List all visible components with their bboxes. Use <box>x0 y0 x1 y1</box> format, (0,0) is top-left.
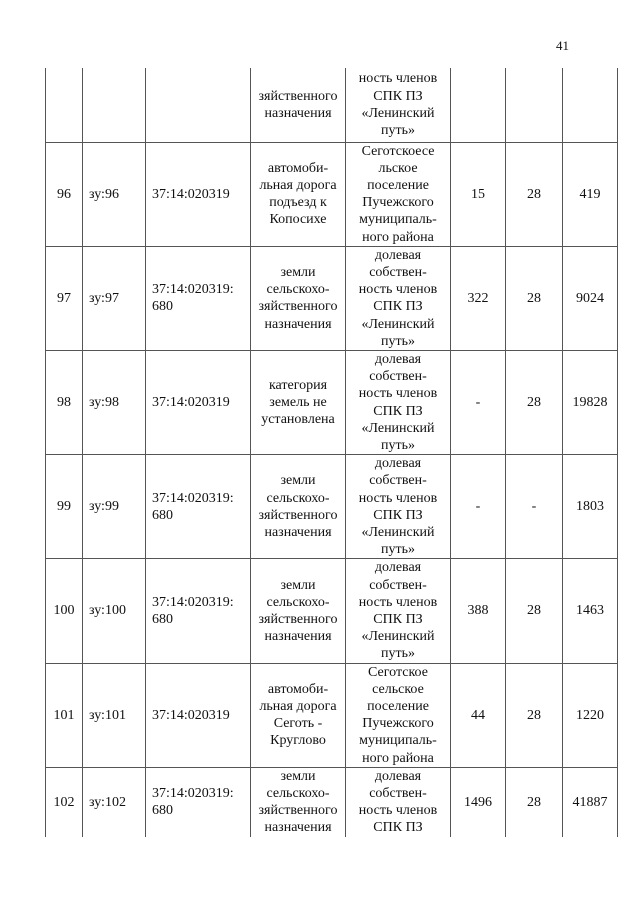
row-number-cell: 97 <box>46 246 83 350</box>
row-number-cell: 101 <box>46 663 83 767</box>
table-row <box>46 455 618 559</box>
value-a-cell: 1496 <box>451 767 506 836</box>
row-number-cell <box>46 68 83 142</box>
value-a-cell: 388 <box>451 559 506 663</box>
table-row <box>46 663 618 767</box>
owner-cell: долевая собствен- ность членов СПК ПЗ «Ленинский путь» <box>346 559 451 663</box>
value-c-cell: 1803 <box>563 455 618 559</box>
land-category-cell: земли сельскохо- зяйственного назначения <box>251 767 346 836</box>
value-b-cell: 28 <box>506 246 563 350</box>
land-category-cell: категория земель не установлена <box>251 350 346 454</box>
owner-cell: долевая собствен- ность членов СПК ПЗ «Ленинский путь» <box>346 246 451 350</box>
cadastral-number-cell: 37:14:020319 <box>146 663 251 767</box>
land-category-cell: автомоби- льная дорога Сеготь - Круглово <box>251 663 346 767</box>
land-plots-table <box>45 68 618 837</box>
value-a-cell: - <box>451 350 506 454</box>
land-category-cell: земли сельскохо- зяйственного назначения <box>251 559 346 663</box>
value-a-cell: - <box>451 455 506 559</box>
cadastral-number-cell: 37:14:020319 <box>146 142 251 246</box>
value-c-cell: 1463 <box>563 559 618 663</box>
plot-id-cell: зу:100 <box>83 559 146 663</box>
row-number-cell: 99 <box>46 455 83 559</box>
value-c-cell: 419 <box>563 142 618 246</box>
plot-id-cell <box>83 68 146 142</box>
table-row <box>46 350 618 454</box>
land-category-cell: автомоби- льная дорога подъезд к Копосихе <box>251 142 346 246</box>
cadastral-number-cell: 37:14:020319 <box>146 350 251 454</box>
owner-cell: долевая собствен- ность членов СПК ПЗ «Ленинский путь» <box>346 455 451 559</box>
value-b-cell: - <box>506 455 563 559</box>
plot-id-cell: зу:101 <box>83 663 146 767</box>
value-b-cell: 28 <box>506 350 563 454</box>
plot-id-cell: зу:98 <box>83 350 146 454</box>
row-number-cell: 98 <box>46 350 83 454</box>
owner-cell: долевая собствен- ность членов СПК ПЗ <box>346 767 451 836</box>
row-number-cell: 102 <box>46 767 83 836</box>
value-b-cell: 28 <box>506 559 563 663</box>
value-a-cell: 44 <box>451 663 506 767</box>
owner-cell: долевая собствен- ность членов СПК ПЗ «Ленинский путь» <box>346 350 451 454</box>
value-c-cell <box>563 68 618 142</box>
page-number: 41 <box>556 38 569 53</box>
value-a-cell: 322 <box>451 246 506 350</box>
value-b-cell: 28 <box>506 767 563 836</box>
table-row <box>46 559 618 663</box>
land-category-cell: зяйственного назначения <box>251 68 346 142</box>
value-b-cell <box>506 68 563 142</box>
value-c-cell: 1220 <box>563 663 618 767</box>
table-row <box>46 68 618 142</box>
cadastral-number-cell: 37:14:020319: 680 <box>146 767 251 836</box>
value-a-cell <box>451 68 506 142</box>
owner-cell: ность членов СПК ПЗ «Ленинский путь» <box>346 68 451 142</box>
plot-id-cell: зу:102 <box>83 767 146 836</box>
table-row <box>46 142 618 246</box>
row-number-cell: 100 <box>46 559 83 663</box>
owner-cell: Сеготское сельское поселение Пучежского муниципаль- ного района <box>346 663 451 767</box>
value-c-cell: 9024 <box>563 246 618 350</box>
plot-id-cell: зу:97 <box>83 246 146 350</box>
plot-id-cell: зу:99 <box>83 455 146 559</box>
cadastral-number-cell <box>146 68 251 142</box>
cadastral-number-cell: 37:14:020319: 680 <box>146 246 251 350</box>
value-b-cell: 28 <box>506 142 563 246</box>
value-a-cell: 15 <box>451 142 506 246</box>
land-category-cell: земли сельскохо- зяйственного назначения <box>251 455 346 559</box>
cadastral-number-cell: 37:14:020319: 680 <box>146 455 251 559</box>
table-row <box>46 246 618 350</box>
owner-cell: Сеготскоесе льское поселение Пучежского муниципаль- ного района <box>346 142 451 246</box>
plot-id-cell: зу:96 <box>83 142 146 246</box>
table-row <box>46 767 618 836</box>
row-number-cell: 96 <box>46 142 83 246</box>
value-b-cell: 28 <box>506 663 563 767</box>
cadastral-number-cell: 37:14:020319: 680 <box>146 559 251 663</box>
value-c-cell: 41887 <box>563 767 618 836</box>
land-category-cell: земли сельскохо- зяйственного назначения <box>251 246 346 350</box>
value-c-cell: 19828 <box>563 350 618 454</box>
